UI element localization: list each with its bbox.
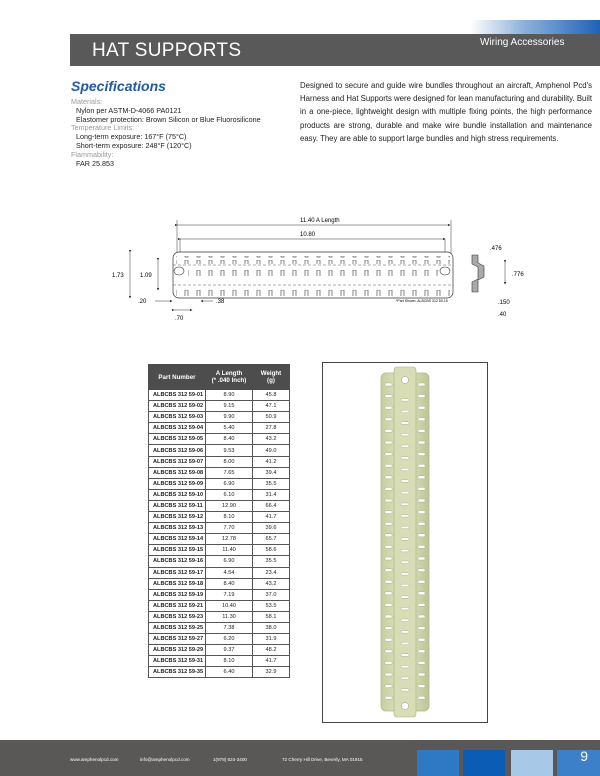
header-bar bbox=[70, 34, 600, 66]
table-row bbox=[149, 567, 290, 578]
dim-height: 1.73 bbox=[112, 273, 124, 279]
cell-weight: 35.5 bbox=[253, 556, 290, 567]
footer-address: 72 Cherry Hill Drive, Beverly, MA 01915 bbox=[282, 757, 363, 762]
footer bbox=[0, 740, 600, 776]
cell-weight: 43.2 bbox=[253, 434, 290, 445]
footer-block bbox=[463, 750, 505, 776]
cell-a-length: 11.30 bbox=[206, 611, 253, 622]
hat-support-image bbox=[323, 363, 487, 722]
col-a-length: A Length (* .040 Inch) bbox=[206, 365, 253, 390]
cell-a-length: 7.19 bbox=[206, 589, 253, 600]
cell-part-number: ALBCBS 312 59-03 bbox=[149, 412, 206, 423]
cell-a-length: 9.37 bbox=[206, 645, 253, 656]
cell-weight: 66.4 bbox=[253, 500, 290, 511]
cell-weight: 31.4 bbox=[253, 489, 290, 500]
cell-weight: 37.0 bbox=[253, 589, 290, 600]
cell-part-number: ALBCBS 312 59-12 bbox=[149, 512, 206, 523]
dim-side-flange: .150 bbox=[498, 300, 510, 306]
cell-part-number: ALBCBS 312 59-02 bbox=[149, 401, 206, 412]
cell-weight: 43.2 bbox=[253, 578, 290, 589]
cell-weight: 31.9 bbox=[253, 634, 290, 645]
specifications-list bbox=[71, 98, 261, 168]
cell-weight: 65.7 bbox=[253, 534, 290, 545]
dim-side-top: .476 bbox=[490, 246, 502, 252]
col-weight: Weight (g) bbox=[253, 365, 290, 390]
cell-part-number: ALBCBS 312 59-18 bbox=[149, 578, 206, 589]
table-row bbox=[149, 667, 290, 678]
table-row bbox=[149, 589, 290, 600]
spec-value: Nylon per ASTM-D-4066 PA0121 bbox=[76, 105, 182, 115]
table-row bbox=[149, 634, 290, 645]
cell-a-length: 12.90 bbox=[206, 500, 253, 511]
spec-label-materials: Materials: bbox=[71, 97, 103, 106]
table-row bbox=[149, 545, 290, 556]
cell-a-length: 8.10 bbox=[206, 512, 253, 523]
cell-part-number: ALBCBS 312 59-35 bbox=[149, 667, 206, 678]
table-row bbox=[149, 656, 290, 667]
cell-weight: 48.2 bbox=[253, 645, 290, 656]
cell-a-length: 8.10 bbox=[206, 656, 253, 667]
page-number: 9 bbox=[580, 748, 588, 764]
table-row bbox=[149, 578, 290, 589]
cell-part-number: ALBCBS 312 59-23 bbox=[149, 611, 206, 622]
cell-a-length: 7.65 bbox=[206, 467, 253, 478]
category-label: Wiring Accessories bbox=[480, 37, 565, 48]
cell-part-number: ALBCBS 312 59-27 bbox=[149, 634, 206, 645]
table-row bbox=[149, 523, 290, 534]
footer-block bbox=[557, 750, 600, 776]
table-row bbox=[149, 611, 290, 622]
page-title: HAT SUPPORTS bbox=[92, 40, 242, 61]
footer-block bbox=[417, 750, 459, 776]
cell-weight: 39.6 bbox=[253, 523, 290, 534]
cell-a-length: 7.38 bbox=[206, 622, 253, 633]
footer-phone: 1(978) 624-3400 bbox=[213, 757, 247, 762]
col-part-number: Part Number bbox=[149, 365, 206, 390]
cell-a-length: 12.78 bbox=[206, 534, 253, 545]
cell-part-number: ALBCBS 312 59-13 bbox=[149, 523, 206, 534]
spec-value: FAR 25.853 bbox=[76, 158, 114, 168]
cell-a-length: 8.40 bbox=[206, 434, 253, 445]
spec-label-temperature: Temperature Limits: bbox=[71, 123, 135, 133]
table-row bbox=[149, 401, 290, 412]
cell-a-length: 8.00 bbox=[206, 456, 253, 467]
product-description: Designed to secure and guide wire bundles throughout an aircraft, Amphenol Pcd's Harness and Hat Supports were designed for lean manufacturing and durability. Built in a one-piece, lightweight design with multiple fixing points, the high performance products are strong, durable and make wire bundle installation and maintenance easy. They are able to support large bundles and high stress requirements. bbox=[300, 81, 592, 143]
table-row bbox=[149, 622, 290, 633]
table-row bbox=[149, 390, 290, 401]
table-row bbox=[149, 600, 290, 611]
cell-weight: 58.6 bbox=[253, 545, 290, 556]
cell-a-length: 6.20 bbox=[206, 634, 253, 645]
dim-inner-height: 1.09 bbox=[140, 273, 152, 279]
dim-overall-length: 11.40 A Length bbox=[300, 218, 340, 224]
table-row bbox=[149, 556, 290, 567]
technical-drawing bbox=[100, 210, 530, 325]
specifications-heading: Specifications bbox=[71, 78, 166, 94]
cell-part-number: ALBCBS 312 59-16 bbox=[149, 556, 206, 567]
cell-weight: 27.8 bbox=[253, 423, 290, 434]
cell-part-number: ALBCBS 312 59-06 bbox=[149, 445, 206, 456]
cell-part-number: ALBCBS 312 59-14 bbox=[149, 534, 206, 545]
table-row bbox=[149, 467, 290, 478]
cell-a-length: 10.40 bbox=[206, 600, 253, 611]
cell-part-number: ALBCBS 312 59-01 bbox=[149, 390, 206, 401]
cell-weight: 35.5 bbox=[253, 478, 290, 489]
spec-label-flammability: Flammability: bbox=[71, 149, 114, 159]
dim-first-slot: .70 bbox=[175, 316, 184, 322]
spec-value: Long-term exposure: 167°F (75°C) bbox=[76, 132, 187, 142]
cell-part-number: ALBCBS 312 59-05 bbox=[149, 434, 206, 445]
cell-part-number: ALBCBS 312 59-19 bbox=[149, 589, 206, 600]
footer-email[interactable]: info@amphenolpcd.com bbox=[140, 757, 190, 762]
dim-hole-spacing: 10.80 bbox=[300, 232, 316, 238]
cell-weight: 38.0 bbox=[253, 622, 290, 633]
cell-weight: 41.7 bbox=[253, 512, 290, 523]
spec-value: Elastomer protection: Brown Silicon or Blue Fluorosilicone bbox=[76, 114, 261, 124]
table-row bbox=[149, 456, 290, 467]
cell-a-length: 6.90 bbox=[206, 556, 253, 567]
cell-part-number: ALBCBS 312 59-15 bbox=[149, 545, 206, 556]
dim-slot-pitch: .38 bbox=[216, 299, 225, 305]
cell-a-length: 6.90 bbox=[206, 478, 253, 489]
header-gradient bbox=[470, 20, 600, 34]
dim-edge-offset: .20 bbox=[138, 299, 147, 305]
cell-a-length: 9.15 bbox=[206, 401, 253, 412]
dim-side-depth: .40 bbox=[498, 312, 507, 318]
table-row bbox=[149, 512, 290, 523]
table-row bbox=[149, 645, 290, 656]
cell-part-number: ALBCBS 312 59-31 bbox=[149, 656, 206, 667]
cell-a-length: 8.90 bbox=[206, 390, 253, 401]
product-photo bbox=[322, 362, 488, 723]
parts-table bbox=[148, 364, 290, 678]
cell-part-number: ALBCBS 312 59-21 bbox=[149, 600, 206, 611]
cell-part-number: ALBCBS 312 59-17 bbox=[149, 567, 206, 578]
cell-weight: 39.4 bbox=[253, 467, 290, 478]
cell-part-number: ALBCBS 312 59-08 bbox=[149, 467, 206, 478]
cell-part-number: ALBCBS 312 59-09 bbox=[149, 478, 206, 489]
cell-part-number: ALBCBS 312 59-07 bbox=[149, 456, 206, 467]
cell-weight: 49.0 bbox=[253, 445, 290, 456]
cell-a-length: 11.40 bbox=[206, 545, 253, 556]
cell-part-number: ALBCBS 312 59-04 bbox=[149, 423, 206, 434]
table-row bbox=[149, 445, 290, 456]
table-header-row bbox=[149, 365, 290, 390]
table-row bbox=[149, 489, 290, 500]
cell-a-length: 8.40 bbox=[206, 578, 253, 589]
cell-weight: 53.5 bbox=[253, 600, 290, 611]
table-row bbox=[149, 500, 290, 511]
cell-weight: 47.1 bbox=[253, 401, 290, 412]
cell-a-length: 9.53 bbox=[206, 445, 253, 456]
cell-weight: 45.8 bbox=[253, 390, 290, 401]
cell-a-length: 6.40 bbox=[206, 667, 253, 678]
cell-part-number: ALBCBS 312 59-29 bbox=[149, 645, 206, 656]
cell-weight: 41.7 bbox=[253, 656, 290, 667]
cell-a-length: 9.90 bbox=[206, 412, 253, 423]
cell-part-number: ALBCBS 312 59-10 bbox=[149, 489, 206, 500]
table-row bbox=[149, 478, 290, 489]
cell-part-number: ALBCBS 312 59-11 bbox=[149, 500, 206, 511]
cell-a-length: 7.70 bbox=[206, 523, 253, 534]
dim-side-height: .776 bbox=[512, 272, 524, 278]
cell-weight: 41.2 bbox=[253, 456, 290, 467]
footer-website[interactable]: www.amphenolpcd.com bbox=[70, 757, 119, 762]
cell-weight: 50.9 bbox=[253, 412, 290, 423]
cell-a-length: 6.10 bbox=[206, 489, 253, 500]
table-row bbox=[149, 534, 290, 545]
table-row bbox=[149, 434, 290, 445]
table-row bbox=[149, 423, 290, 434]
cell-weight: 23.4 bbox=[253, 567, 290, 578]
table-row bbox=[149, 412, 290, 423]
cell-part-number: ALBCBS 312 59-25 bbox=[149, 622, 206, 633]
spec-value: Short-term exposure: 248°F (120°C) bbox=[76, 140, 192, 150]
cell-a-length: 4.54 bbox=[206, 567, 253, 578]
drawing-note: *Part Shown: ALBCBS 312 59-15 bbox=[396, 299, 448, 303]
cell-weight: 32.9 bbox=[253, 667, 290, 678]
footer-block bbox=[511, 750, 553, 776]
cell-weight: 58.1 bbox=[253, 611, 290, 622]
cell-a-length: 5.40 bbox=[206, 423, 253, 434]
